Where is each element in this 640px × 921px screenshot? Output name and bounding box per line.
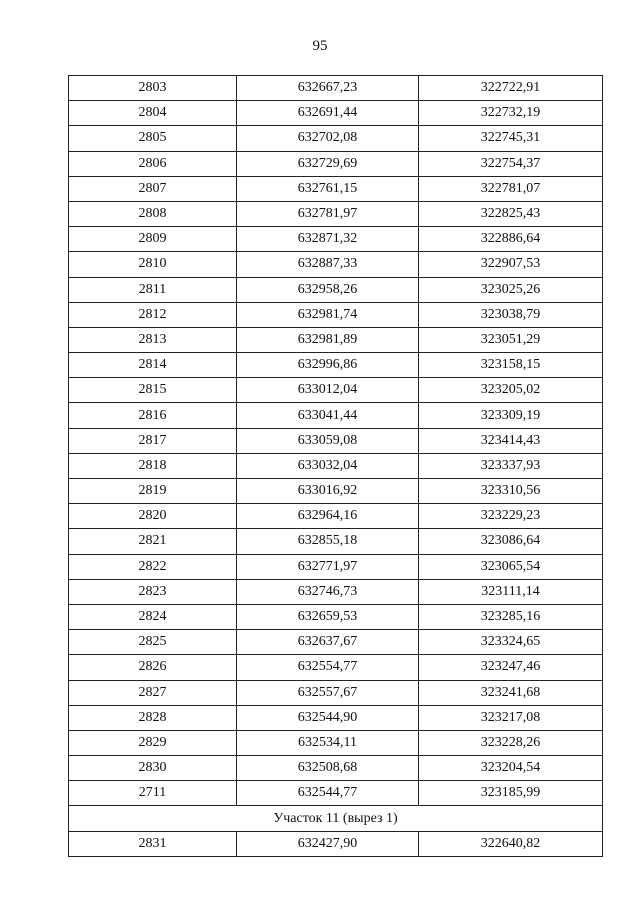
point-number-cell: 2820 [69, 504, 237, 529]
y-coordinate-cell: 322781,07 [419, 176, 603, 201]
point-number-cell: 2816 [69, 403, 237, 428]
x-coordinate-cell: 632761,15 [237, 176, 419, 201]
x-coordinate-cell: 632508,68 [237, 756, 419, 781]
table-row [69, 604, 603, 629]
y-coordinate-cell: 323204,54 [419, 756, 603, 781]
point-number-cell: 2814 [69, 353, 237, 378]
y-coordinate-cell: 323228,26 [419, 730, 603, 755]
y-coordinate-cell: 323241,68 [419, 680, 603, 705]
table-row [69, 680, 603, 705]
x-coordinate-cell: 633041,44 [237, 403, 419, 428]
table-row [69, 630, 603, 655]
y-coordinate-cell: 323025,26 [419, 277, 603, 302]
point-number-cell: 2815 [69, 378, 237, 403]
point-number-cell: 2821 [69, 529, 237, 554]
table-row [69, 479, 603, 504]
point-number-cell: 2830 [69, 756, 237, 781]
point-number-cell: 2818 [69, 453, 237, 478]
y-coordinate-cell: 323310,56 [419, 479, 603, 504]
table-row [69, 126, 603, 151]
point-number-cell: 2825 [69, 630, 237, 655]
table-row [69, 655, 603, 680]
x-coordinate-cell: 632659,53 [237, 604, 419, 629]
x-coordinate-cell: 632534,11 [237, 730, 419, 755]
x-coordinate-cell: 632855,18 [237, 529, 419, 554]
y-coordinate-cell: 323309,19 [419, 403, 603, 428]
y-coordinate-cell: 322732,19 [419, 101, 603, 126]
y-coordinate-cell: 323247,46 [419, 655, 603, 680]
point-number-cell: 2819 [69, 479, 237, 504]
point-number-cell: 2829 [69, 730, 237, 755]
table-row [69, 781, 603, 806]
x-coordinate-cell: 633059,08 [237, 428, 419, 453]
point-number-cell: 2823 [69, 579, 237, 604]
x-coordinate-cell: 632887,33 [237, 252, 419, 277]
x-coordinate-cell: 632771,97 [237, 554, 419, 579]
y-coordinate-cell: 323038,79 [419, 302, 603, 327]
point-number-cell: 2824 [69, 604, 237, 629]
y-coordinate-cell: 323185,99 [419, 781, 603, 806]
point-number-cell: 2822 [69, 554, 237, 579]
table-row [69, 730, 603, 755]
x-coordinate-cell: 632958,26 [237, 277, 419, 302]
point-number-cell: 2812 [69, 302, 237, 327]
point-number-cell: 2805 [69, 126, 237, 151]
y-coordinate-cell: 323086,64 [419, 529, 603, 554]
x-coordinate-cell: 632691,44 [237, 101, 419, 126]
table-row [69, 756, 603, 781]
point-number-cell: 2803 [69, 76, 237, 101]
y-coordinate-cell: 323158,15 [419, 353, 603, 378]
x-coordinate-cell: 632746,73 [237, 579, 419, 604]
page-number: 95 [312, 38, 328, 54]
table-row [69, 428, 603, 453]
y-coordinate-cell: 322640,82 [419, 831, 603, 856]
y-coordinate-cell: 323229,23 [419, 504, 603, 529]
x-coordinate-cell: 632964,16 [237, 504, 419, 529]
section-header-row [69, 806, 603, 831]
table-row [69, 831, 603, 856]
y-coordinate-cell: 323337,93 [419, 453, 603, 478]
y-coordinate-cell: 322886,64 [419, 227, 603, 252]
point-number-cell: 2828 [69, 705, 237, 730]
x-coordinate-cell: 633012,04 [237, 378, 419, 403]
y-coordinate-cell: 323285,16 [419, 604, 603, 629]
table-row [69, 302, 603, 327]
y-coordinate-cell: 322745,31 [419, 126, 603, 151]
table-row [69, 176, 603, 201]
x-coordinate-cell: 632981,74 [237, 302, 419, 327]
table-row [69, 705, 603, 730]
table-row [69, 277, 603, 302]
point-number-cell: 2811 [69, 277, 237, 302]
x-coordinate-cell: 632544,77 [237, 781, 419, 806]
y-coordinate-cell: 322722,91 [419, 76, 603, 101]
y-coordinate-cell: 323065,54 [419, 554, 603, 579]
point-number-cell: 2804 [69, 101, 237, 126]
x-coordinate-cell: 632981,89 [237, 327, 419, 352]
table-row [69, 529, 603, 554]
table-row [69, 579, 603, 604]
table-row [69, 76, 603, 101]
x-coordinate-cell: 632667,23 [237, 76, 419, 101]
y-coordinate-cell: 323051,29 [419, 327, 603, 352]
table-row [69, 327, 603, 352]
table-row [69, 403, 603, 428]
table-row [69, 201, 603, 226]
table-row [69, 453, 603, 478]
x-coordinate-cell: 633032,04 [237, 453, 419, 478]
point-number-cell: 2827 [69, 680, 237, 705]
point-number-cell: 2826 [69, 655, 237, 680]
table-row [69, 554, 603, 579]
point-number-cell: 2808 [69, 201, 237, 226]
x-coordinate-cell: 633016,92 [237, 479, 419, 504]
y-coordinate-cell: 323205,02 [419, 378, 603, 403]
x-coordinate-cell: 632781,97 [237, 201, 419, 226]
table-row [69, 353, 603, 378]
coordinates-table [68, 75, 603, 857]
point-number-cell: 2806 [69, 151, 237, 176]
table-row [69, 504, 603, 529]
x-coordinate-cell: 632702,08 [237, 126, 419, 151]
point-number-cell: 2831 [69, 831, 237, 856]
y-coordinate-cell: 323324,65 [419, 630, 603, 655]
point-number-cell: 2813 [69, 327, 237, 352]
y-coordinate-cell: 322754,37 [419, 151, 603, 176]
x-coordinate-cell: 632729,69 [237, 151, 419, 176]
table-row [69, 252, 603, 277]
x-coordinate-cell: 632554,77 [237, 655, 419, 680]
point-number-cell: 2810 [69, 252, 237, 277]
x-coordinate-cell: 632637,67 [237, 630, 419, 655]
point-number-cell: 2807 [69, 176, 237, 201]
y-coordinate-cell: 323111,14 [419, 579, 603, 604]
x-coordinate-cell: 632427,90 [237, 831, 419, 856]
point-number-cell: 2809 [69, 227, 237, 252]
table-row [69, 378, 603, 403]
table-row [69, 227, 603, 252]
x-coordinate-cell: 632544,90 [237, 705, 419, 730]
y-coordinate-cell: 323217,08 [419, 705, 603, 730]
point-number-cell: 2817 [69, 428, 237, 453]
y-coordinate-cell: 323414,43 [419, 428, 603, 453]
section-title: Участок 11 (вырез 1) [69, 806, 603, 831]
x-coordinate-cell: 632557,67 [237, 680, 419, 705]
x-coordinate-cell: 632996,86 [237, 353, 419, 378]
table-row [69, 101, 603, 126]
y-coordinate-cell: 322907,53 [419, 252, 603, 277]
table-row [69, 151, 603, 176]
point-number-cell: 2711 [69, 781, 237, 806]
x-coordinate-cell: 632871,32 [237, 227, 419, 252]
y-coordinate-cell: 322825,43 [419, 201, 603, 226]
